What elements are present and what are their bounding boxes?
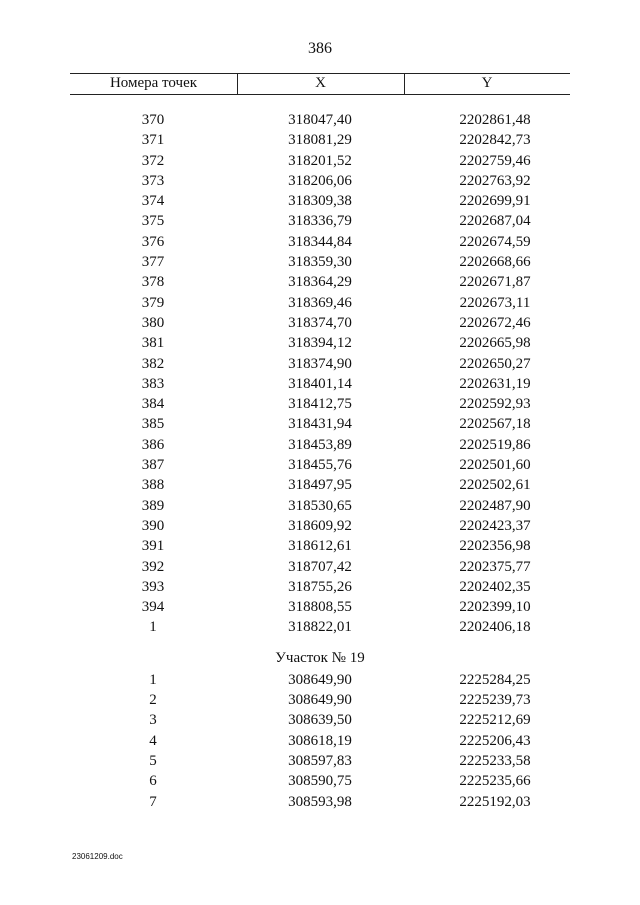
y-cell: 2202592,93 xyxy=(459,396,531,413)
x-cell: 318081,29 xyxy=(288,132,352,149)
x-cell: 318412,75 xyxy=(288,396,352,413)
x-cell: 318309,38 xyxy=(288,193,352,210)
table-row xyxy=(70,151,570,171)
table-row xyxy=(70,252,570,272)
table-row xyxy=(70,191,570,211)
page-number: 386 xyxy=(308,40,332,57)
y-cell: 2202673,11 xyxy=(459,294,531,311)
y-cell: 2202665,98 xyxy=(459,335,531,352)
point-number-cell: 374 xyxy=(141,193,165,210)
x-cell: 318364,29 xyxy=(288,274,352,291)
y-cell: 2202668,66 xyxy=(459,254,531,271)
table-row xyxy=(70,670,570,690)
table-row xyxy=(70,557,570,577)
x-cell: 308597,83 xyxy=(288,752,352,769)
x-cell: 308593,98 xyxy=(288,793,352,810)
table-row xyxy=(70,577,570,597)
x-cell: 318707,42 xyxy=(288,558,352,575)
table-row xyxy=(70,130,570,150)
x-cell: 318369,46 xyxy=(288,294,352,311)
x-cell: 318374,70 xyxy=(288,314,352,331)
point-number-cell: 392 xyxy=(141,558,165,575)
y-cell: 2202502,61 xyxy=(459,477,531,494)
x-cell: 318530,65 xyxy=(288,497,352,514)
y-cell: 2202699,91 xyxy=(459,193,531,210)
section-title: Участок № 19 xyxy=(275,649,365,666)
x-cell: 318401,14 xyxy=(288,375,352,392)
x-cell: 318755,26 xyxy=(288,578,352,595)
point-number-cell: 1 xyxy=(149,619,157,636)
y-cell: 2202356,98 xyxy=(459,538,531,555)
table-row xyxy=(70,792,570,812)
point-number-cell: 378 xyxy=(141,274,165,291)
y-cell: 2202487,90 xyxy=(459,497,531,514)
y-cell: 2202402,35 xyxy=(459,578,531,595)
x-cell: 318344,84 xyxy=(288,233,352,250)
y-cell: 2202399,10 xyxy=(459,599,531,616)
footer-filename: 23061209.doc xyxy=(72,852,123,861)
y-cell: 2202501,60 xyxy=(459,457,531,474)
point-number-cell: 6 xyxy=(149,773,157,790)
y-cell: 2225284,25 xyxy=(459,671,531,688)
y-cell: 2225212,69 xyxy=(459,712,531,729)
table-row xyxy=(70,293,570,313)
table-row xyxy=(70,731,570,751)
y-cell: 2202842,73 xyxy=(459,132,531,149)
table-row xyxy=(70,751,570,771)
point-number-cell: 384 xyxy=(141,396,165,413)
table-row xyxy=(70,516,570,536)
x-cell: 308649,90 xyxy=(288,692,352,709)
table-row xyxy=(70,313,570,333)
point-number-cell: 373 xyxy=(141,172,165,189)
table-row xyxy=(70,455,570,475)
table-row xyxy=(70,354,570,374)
x-cell: 318206,06 xyxy=(288,172,352,189)
header-top-rule xyxy=(70,73,570,74)
x-cell: 318612,61 xyxy=(288,538,352,555)
y-cell: 2202519,86 xyxy=(459,436,531,453)
table-row xyxy=(70,232,570,252)
point-number-cell: 377 xyxy=(141,254,165,271)
x-cell: 318497,95 xyxy=(288,477,352,494)
table-row xyxy=(70,374,570,394)
point-number-cell: 383 xyxy=(141,375,165,392)
point-number-cell: 4 xyxy=(149,732,157,749)
x-cell: 318455,76 xyxy=(288,457,352,474)
point-number-cell: 390 xyxy=(141,517,165,534)
y-cell: 2202671,87 xyxy=(459,274,531,291)
point-number-cell: 7 xyxy=(149,793,157,810)
x-cell: 318822,01 xyxy=(288,619,352,636)
y-cell: 2202631,19 xyxy=(459,375,531,392)
header-point-numbers: Номера точек xyxy=(109,75,198,91)
x-cell: 318609,92 xyxy=(288,517,352,534)
point-number-cell: 386 xyxy=(141,436,165,453)
table-row xyxy=(70,771,570,791)
header-y: Y xyxy=(481,75,493,91)
y-cell: 2202375,77 xyxy=(459,558,531,575)
y-cell: 2225233,58 xyxy=(459,752,531,769)
point-number-cell: 382 xyxy=(141,355,165,372)
table-row xyxy=(70,171,570,191)
point-number-cell: 2 xyxy=(149,692,157,709)
table-row xyxy=(70,475,570,495)
x-cell: 308649,90 xyxy=(288,671,352,688)
x-cell: 308639,50 xyxy=(288,712,352,729)
x-cell: 318201,52 xyxy=(288,152,352,169)
section-rows xyxy=(70,670,570,812)
point-number-cell: 393 xyxy=(141,578,165,595)
x-cell: 318431,94 xyxy=(288,416,352,433)
point-number-cell: 380 xyxy=(141,314,165,331)
point-number-cell: 389 xyxy=(141,497,165,514)
x-cell: 308590,75 xyxy=(288,773,352,790)
header-x: X xyxy=(315,75,326,91)
y-cell: 2202650,27 xyxy=(459,355,531,372)
table-row xyxy=(70,211,570,231)
y-cell: 2202861,48 xyxy=(459,112,531,128)
point-number-cell: 3 xyxy=(149,712,157,729)
x-cell: 318359,30 xyxy=(288,254,352,271)
x-cell: 318374,90 xyxy=(288,355,352,372)
y-cell: 2202763,92 xyxy=(459,172,531,189)
point-number-cell: 371 xyxy=(141,132,165,149)
main-rows xyxy=(70,110,570,638)
point-number-cell: 379 xyxy=(141,294,165,311)
table-row xyxy=(70,597,570,617)
x-cell: 318047,40 xyxy=(288,112,352,128)
point-number-cell: 381 xyxy=(141,335,165,352)
y-cell: 2225192,03 xyxy=(459,793,531,810)
x-cell: 318394,12 xyxy=(288,335,352,352)
x-cell: 308618,19 xyxy=(288,732,352,749)
table-row xyxy=(70,272,570,292)
point-number-cell: 5 xyxy=(149,752,157,769)
y-cell: 2225206,43 xyxy=(459,732,531,749)
y-cell: 2202423,37 xyxy=(459,517,531,534)
y-cell: 2202759,46 xyxy=(459,152,531,169)
point-number-cell: 1 xyxy=(149,671,157,688)
point-number-cell: 372 xyxy=(141,152,165,169)
table-row xyxy=(70,536,570,556)
x-cell: 318336,79 xyxy=(288,213,352,230)
x-cell: 318808,55 xyxy=(288,599,352,616)
x-cell: 318453,89 xyxy=(288,436,352,453)
point-number-cell: 376 xyxy=(141,233,165,250)
y-cell: 2202406,18 xyxy=(459,619,531,636)
y-cell: 2202674,59 xyxy=(459,233,531,250)
table-row xyxy=(70,617,570,637)
point-number-cell: 391 xyxy=(141,538,165,555)
coordinates-table-body xyxy=(70,110,570,812)
table-row xyxy=(70,394,570,414)
point-number-cell: 385 xyxy=(141,416,165,433)
table-row xyxy=(70,710,570,730)
y-cell: 2225235,66 xyxy=(459,773,531,790)
table-row xyxy=(70,496,570,516)
y-cell: 2202672,46 xyxy=(459,314,531,331)
table-header xyxy=(70,73,570,95)
header-bottom-rule xyxy=(70,94,570,95)
point-number-cell: 370 xyxy=(141,112,165,128)
y-cell: 2225239,73 xyxy=(459,692,531,709)
point-number-cell: 388 xyxy=(141,477,165,494)
y-cell: 2202567,18 xyxy=(459,416,531,433)
table-row xyxy=(70,110,570,130)
point-number-cell: 394 xyxy=(141,599,165,616)
point-number-cell: 375 xyxy=(141,213,165,230)
table-row xyxy=(70,690,570,710)
table-row xyxy=(70,333,570,353)
y-cell: 2202687,04 xyxy=(459,213,531,230)
table-row xyxy=(70,435,570,455)
table-row xyxy=(70,414,570,434)
point-number-cell: 387 xyxy=(141,457,165,474)
